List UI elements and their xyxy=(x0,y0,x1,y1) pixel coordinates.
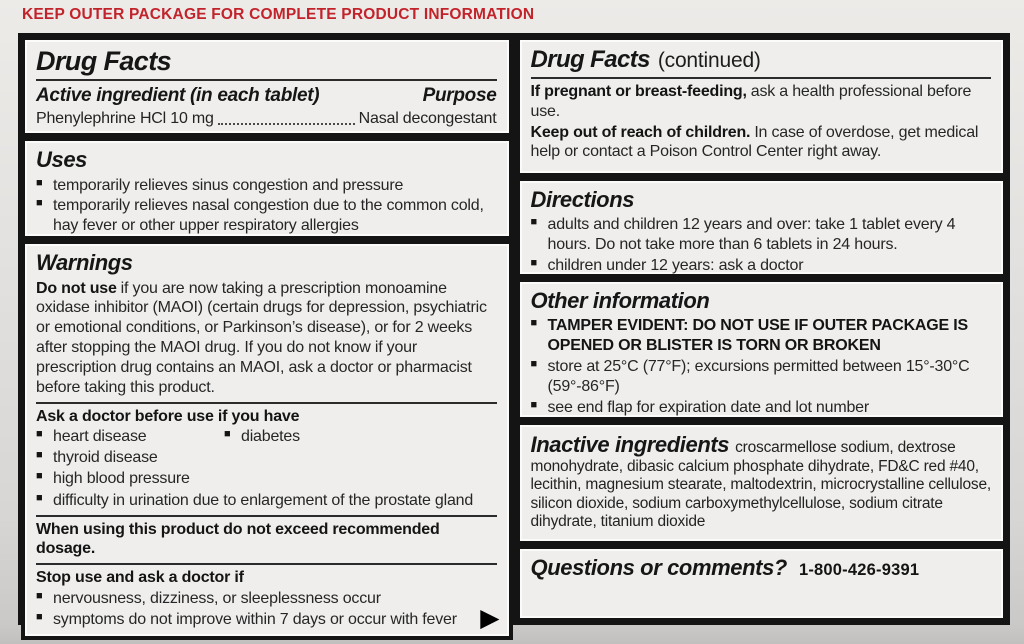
stop-use-list xyxy=(36,589,500,632)
divider xyxy=(36,79,497,81)
do-not-use-paragraph xyxy=(36,279,497,398)
active-ingredient-row xyxy=(36,85,497,107)
list-item: ■ diabetes xyxy=(224,427,497,447)
section-other-information xyxy=(516,278,1008,421)
children-lead: Keep out of reach of children. xyxy=(530,123,751,141)
section-drug-facts-continued xyxy=(516,36,1008,177)
list-item: ■ heart disease xyxy=(36,427,224,447)
questions-phone-number: 1-800-426-9391 xyxy=(798,561,920,579)
divider xyxy=(36,515,497,517)
inactive-ingredients-paragraph xyxy=(531,432,992,531)
children-paragraph xyxy=(531,123,992,163)
list-item: ■ symptoms do not improve within 7 days or occur with fever xyxy=(36,610,497,630)
list-item: ■ see end flap for expiration date and lot number xyxy=(531,398,992,418)
tamper-evident-item: ■ TAMPER EVIDENT: DO NOT USE IF OUTER PACKAGE IS OPENED OR BLISTER IS TORN OR BROKEN xyxy=(531,316,992,356)
ingredient-row xyxy=(36,110,497,128)
right-column xyxy=(516,36,1008,622)
directions-list xyxy=(531,215,992,275)
tamper-list xyxy=(531,316,992,356)
section-drug-facts xyxy=(21,36,513,137)
pregnant-lead: If pregnant or breast-feeding, xyxy=(530,83,747,100)
divider xyxy=(36,402,497,404)
questions-row xyxy=(531,556,992,580)
list-item: ■ high blood pressure xyxy=(36,469,497,489)
list-item: ■ nervousness, dizziness, or sleeplessness occur xyxy=(36,589,497,609)
list-item: ■ thyroid disease xyxy=(36,448,224,468)
ask-doctor-heading: Ask a doctor before use if you have xyxy=(36,407,300,425)
questions-heading: Questions or comments? xyxy=(530,555,787,580)
other-information-heading: Other information xyxy=(530,288,710,313)
drug-facts-label xyxy=(18,33,1010,632)
list-item: ■ children under 12 years: ask a doctor xyxy=(531,256,992,276)
continued-title-row xyxy=(531,47,992,73)
children-text: In case of overdose, get medical help or contact a Poison Control Center right away. xyxy=(530,123,979,161)
conditions-list xyxy=(36,427,497,489)
continued-arrow-icon: ▶ xyxy=(480,603,500,632)
directions-heading: Directions xyxy=(530,187,635,212)
uses-list xyxy=(36,176,497,236)
purpose-value: Nasal decongestant xyxy=(358,110,497,128)
list-item: ■ store at 25°C (77°F); excursions permitted between 15°-30°C (59°-86°F) xyxy=(531,357,992,397)
list-item: ■ temporarily relieves nasal congestion due to the common cold, hay fever or other upper respiratory allergies xyxy=(36,196,497,236)
do-not-use-text: if you are now taking a prescription monoamine oxidase inhibitor (MAOI) (certain drugs for depression, psychiatric or emotional conditions, or Parkinson’s disease), or for 2 weeks after stopping the MAOI drug. If you do not know if your prescription drug contains an MAOI, ask a doctor or pharmacist before taking this product. xyxy=(36,279,487,396)
uses-heading: Uses xyxy=(36,147,87,173)
ingredient-name: Phenylephrine HCl 10 mg xyxy=(36,110,214,128)
divider xyxy=(531,77,992,79)
do-not-use-lead: Do not use xyxy=(36,279,117,297)
section-directions xyxy=(516,177,1008,278)
left-column xyxy=(21,36,513,632)
conditions-wide-list xyxy=(36,491,497,511)
when-using-line: When using this product do not exceed recommended dosage. xyxy=(36,520,440,558)
warnings-heading: Warnings xyxy=(36,250,133,276)
pregnant-paragraph xyxy=(531,82,992,122)
purpose-heading: Purpose xyxy=(422,85,497,107)
drug-facts-title: Drug Facts xyxy=(36,46,172,76)
drug-facts-continued-title: Drug Facts xyxy=(530,46,650,73)
divider xyxy=(36,563,497,565)
list-item: ■ difficulty in urination due to enlargement of the prostate gland xyxy=(36,491,497,511)
outer-package-notice: KEEP OUTER PACKAGE FOR COMPLETE PRODUCT INFORMATION xyxy=(22,6,535,23)
list-item: ■ adults and children 12 years and over: take 1 tablet every 4 hours. Do not take more than 6 tablets in 24 hours. xyxy=(531,215,992,255)
dot-leader xyxy=(218,123,355,125)
inactive-ingredients-text: croscarmellose sodium, dextrose monohydrate, dibasic calcium phosphate dihydrate, FD&C red #40, lecithin, magnesium stearate, maltodextrin, microcrystalline cellulose, silicon dioxide, sodium carboxymethylcellulose, sodium citrate dihydrate, titanium dioxide xyxy=(530,439,991,530)
section-warnings xyxy=(21,240,513,639)
continued-suffix: (continued) xyxy=(657,49,761,72)
stop-use-heading: Stop use and ask a doctor if xyxy=(36,569,244,587)
section-uses xyxy=(21,137,513,240)
list-item: ■ temporarily relieves sinus congestion and pressure xyxy=(36,176,497,196)
inactive-ingredients-heading: Inactive ingredients xyxy=(530,432,730,457)
section-questions xyxy=(516,545,1008,622)
pregnant-text: ask a health professional before use. xyxy=(530,83,972,120)
other-information-list xyxy=(531,357,992,417)
section-inactive-ingredients xyxy=(516,421,1008,545)
active-ingredient-heading: Active ingredient (in each tablet) xyxy=(36,85,320,107)
